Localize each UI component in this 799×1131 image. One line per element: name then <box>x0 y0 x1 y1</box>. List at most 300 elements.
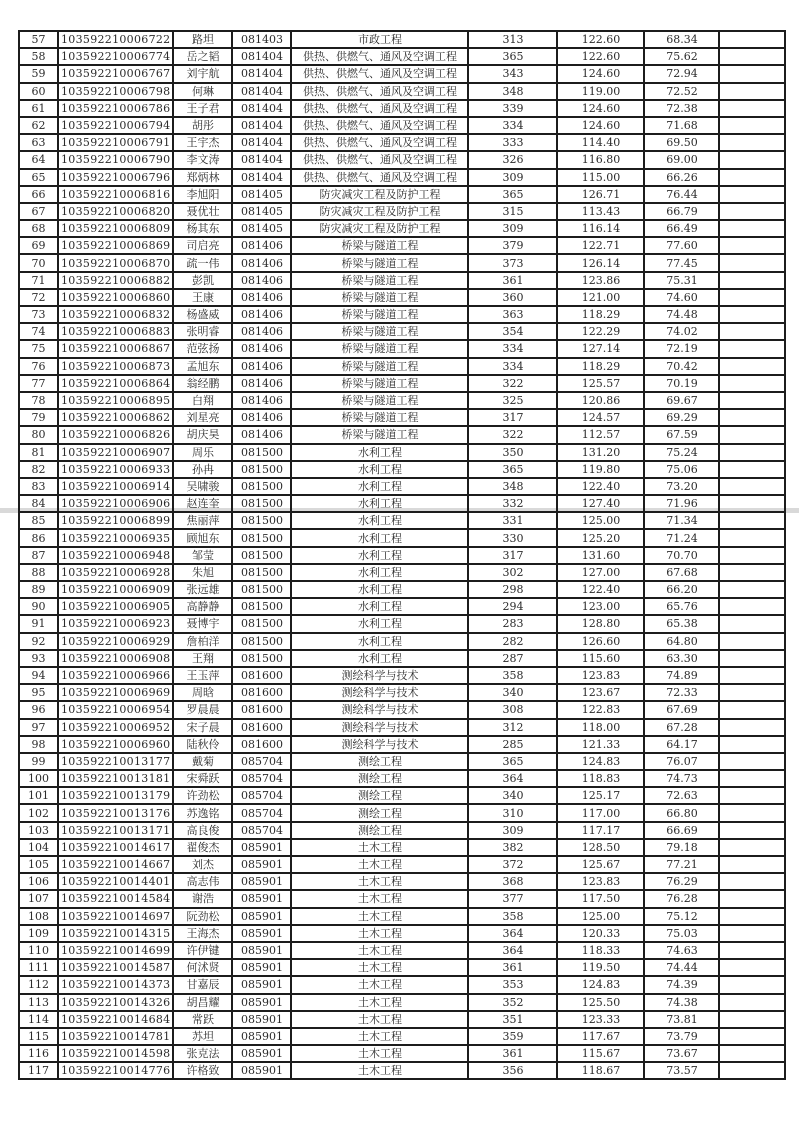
cell-score1: 325 <box>468 392 557 409</box>
cell-rank: 109 <box>19 925 58 942</box>
cell-blank <box>719 409 785 426</box>
cell-major: 水利工程 <box>291 598 468 615</box>
cell-code: 081403 <box>232 31 291 48</box>
cell-name: 刘星亮 <box>173 409 232 426</box>
cell-id: 103592210006882 <box>58 272 173 289</box>
cell-rank: 108 <box>19 908 58 925</box>
cell-name: 顾旭东 <box>173 529 232 546</box>
cell-major: 土木工程 <box>291 890 468 907</box>
cell-score3: 74.63 <box>644 942 719 959</box>
cell-rank: 92 <box>19 633 58 650</box>
cell-blank <box>719 186 785 203</box>
cell-name: 王宇杰 <box>173 134 232 151</box>
table-row <box>19 203 785 220</box>
cell-name: 路坦 <box>173 31 232 48</box>
cell-blank <box>719 753 785 770</box>
cell-rank: 89 <box>19 581 58 598</box>
cell-score1: 317 <box>468 409 557 426</box>
cell-score2: 122.40 <box>557 478 644 495</box>
table-row <box>19 323 785 340</box>
cell-score3: 77.60 <box>644 237 719 254</box>
cell-score2: 119.80 <box>557 461 644 478</box>
cell-score2: 118.33 <box>557 942 644 959</box>
cell-blank <box>719 323 785 340</box>
cell-id: 103592210014781 <box>58 1028 173 1045</box>
cell-score2: 119.50 <box>557 959 644 976</box>
cell-name: 胡昌耀 <box>173 994 232 1011</box>
cell-score3: 72.33 <box>644 684 719 701</box>
cell-name: 许格致 <box>173 1062 232 1079</box>
cell-score3: 66.26 <box>644 169 719 186</box>
cell-score2: 116.80 <box>557 151 644 168</box>
cell-score2: 121.00 <box>557 289 644 306</box>
cell-score1: 294 <box>468 598 557 615</box>
cell-id: 103592210006954 <box>58 701 173 718</box>
cell-blank <box>719 220 785 237</box>
cell-code: 081404 <box>232 117 291 134</box>
cell-major: 供热、供燃气、通风及空调工程 <box>291 100 468 117</box>
table-row <box>19 151 785 168</box>
table-row <box>19 358 785 375</box>
cell-rank: 65 <box>19 169 58 186</box>
cell-score3: 66.20 <box>644 581 719 598</box>
cell-score1: 365 <box>468 461 557 478</box>
cell-score1: 315 <box>468 203 557 220</box>
cell-code: 081406 <box>232 254 291 271</box>
cell-score3: 74.60 <box>644 289 719 306</box>
cell-name: 朱旭 <box>173 564 232 581</box>
cell-score1: 368 <box>468 873 557 890</box>
cell-major: 供热、供燃气、通风及空调工程 <box>291 117 468 134</box>
cell-score1: 377 <box>468 890 557 907</box>
cell-score2: 122.83 <box>557 701 644 718</box>
cell-code: 081600 <box>232 719 291 736</box>
cell-blank <box>719 478 785 495</box>
cell-id: 103592210013177 <box>58 753 173 770</box>
cell-rank: 117 <box>19 1062 58 1079</box>
cell-rank: 116 <box>19 1045 58 1062</box>
cell-code: 081404 <box>232 48 291 65</box>
cell-name: 高良俊 <box>173 822 232 839</box>
cell-score2: 119.00 <box>557 83 644 100</box>
cell-score3: 75.06 <box>644 461 719 478</box>
cell-major: 土木工程 <box>291 839 468 856</box>
cell-id: 103592210006952 <box>58 719 173 736</box>
table-row <box>19 856 785 873</box>
cell-blank <box>719 444 785 461</box>
cell-score3: 69.29 <box>644 409 719 426</box>
table-row <box>19 186 785 203</box>
cell-score1: 331 <box>468 512 557 529</box>
score-table <box>18 30 786 1080</box>
cell-major: 土木工程 <box>291 994 468 1011</box>
cell-major: 供热、供燃气、通风及空调工程 <box>291 48 468 65</box>
table-row <box>19 873 785 890</box>
cell-id: 103592210006935 <box>58 529 173 546</box>
cell-score3: 76.44 <box>644 186 719 203</box>
cell-rank: 90 <box>19 598 58 615</box>
cell-score1: 333 <box>468 134 557 151</box>
cell-score2: 126.60 <box>557 633 644 650</box>
cell-score2: 128.50 <box>557 839 644 856</box>
table-row <box>19 254 785 271</box>
cell-score3: 72.94 <box>644 65 719 82</box>
cell-score2: 113.43 <box>557 203 644 220</box>
cell-code: 081600 <box>232 667 291 684</box>
cell-score1: 334 <box>468 358 557 375</box>
cell-rank: 78 <box>19 392 58 409</box>
cell-code: 081406 <box>232 358 291 375</box>
table-row <box>19 650 785 667</box>
cell-rank: 97 <box>19 719 58 736</box>
cell-blank <box>719 272 785 289</box>
cell-rank: 77 <box>19 375 58 392</box>
cell-major: 水利工程 <box>291 461 468 478</box>
cell-score3: 75.03 <box>644 925 719 942</box>
cell-code: 085901 <box>232 925 291 942</box>
cell-id: 103592210006969 <box>58 684 173 701</box>
cell-rank: 80 <box>19 426 58 443</box>
cell-major: 桥梁与隧道工程 <box>291 289 468 306</box>
cell-score2: 124.60 <box>557 65 644 82</box>
cell-score2: 123.83 <box>557 873 644 890</box>
cell-name: 刘宇航 <box>173 65 232 82</box>
cell-code: 085704 <box>232 753 291 770</box>
table-row <box>19 684 785 701</box>
cell-score1: 348 <box>468 478 557 495</box>
cell-score3: 73.20 <box>644 478 719 495</box>
cell-blank <box>719 564 785 581</box>
cell-score1: 343 <box>468 65 557 82</box>
cell-id: 103592210014598 <box>58 1045 173 1062</box>
cell-score3: 64.80 <box>644 633 719 650</box>
cell-code: 085704 <box>232 822 291 839</box>
table-row <box>19 839 785 856</box>
cell-major: 防灾减灾工程及防护工程 <box>291 186 468 203</box>
cell-major: 测绘工程 <box>291 804 468 821</box>
cell-blank <box>719 461 785 478</box>
cell-rank: 101 <box>19 787 58 804</box>
cell-score3: 76.29 <box>644 873 719 890</box>
table-row <box>19 237 785 254</box>
cell-score1: 358 <box>468 908 557 925</box>
cell-id: 103592210006860 <box>58 289 173 306</box>
cell-id: 103592210014697 <box>58 908 173 925</box>
cell-name: 翟俊杰 <box>173 839 232 856</box>
cell-rank: 96 <box>19 701 58 718</box>
cell-rank: 85 <box>19 512 58 529</box>
table-row <box>19 48 785 65</box>
cell-name: 甘嘉辰 <box>173 976 232 993</box>
cell-id: 103592210013176 <box>58 804 173 821</box>
cell-code: 081500 <box>232 529 291 546</box>
cell-blank <box>719 169 785 186</box>
cell-code: 081405 <box>232 186 291 203</box>
cell-name: 聂优壮 <box>173 203 232 220</box>
cell-rank: 83 <box>19 478 58 495</box>
cell-score3: 70.19 <box>644 375 719 392</box>
cell-score3: 66.79 <box>644 203 719 220</box>
cell-id: 103592210006905 <box>58 598 173 615</box>
table-row <box>19 615 785 632</box>
cell-score2: 128.80 <box>557 615 644 632</box>
table-row <box>19 822 785 839</box>
cell-code: 081500 <box>232 598 291 615</box>
cell-name: 司启亮 <box>173 237 232 254</box>
cell-score3: 73.67 <box>644 1045 719 1062</box>
table-row <box>19 272 785 289</box>
cell-blank <box>719 976 785 993</box>
cell-rank: 88 <box>19 564 58 581</box>
cell-rank: 94 <box>19 667 58 684</box>
cell-blank <box>719 151 785 168</box>
cell-rank: 91 <box>19 615 58 632</box>
cell-score3: 69.00 <box>644 151 719 168</box>
cell-name: 翁经鹏 <box>173 375 232 392</box>
cell-id: 103592210013179 <box>58 787 173 804</box>
cell-blank <box>719 787 785 804</box>
table-row <box>19 65 785 82</box>
cell-major: 水利工程 <box>291 633 468 650</box>
cell-score1: 360 <box>468 289 557 306</box>
cell-score3: 70.42 <box>644 358 719 375</box>
cell-code: 081405 <box>232 203 291 220</box>
cell-score1: 351 <box>468 1011 557 1028</box>
cell-blank <box>719 100 785 117</box>
cell-id: 103592210014699 <box>58 942 173 959</box>
cell-score2: 123.86 <box>557 272 644 289</box>
cell-code: 081404 <box>232 169 291 186</box>
cell-name: 张明睿 <box>173 323 232 340</box>
cell-score3: 67.68 <box>644 564 719 581</box>
cell-score2: 127.40 <box>557 495 644 512</box>
cell-id: 103592210006794 <box>58 117 173 134</box>
cell-blank <box>719 873 785 890</box>
cell-blank <box>719 48 785 65</box>
cell-name: 杨其东 <box>173 220 232 237</box>
cell-score2: 120.86 <box>557 392 644 409</box>
cell-id: 103592210014315 <box>58 925 173 942</box>
cell-score3: 72.52 <box>644 83 719 100</box>
cell-major: 桥梁与隧道工程 <box>291 358 468 375</box>
table-row <box>19 804 785 821</box>
cell-rank: 110 <box>19 942 58 959</box>
cell-score3: 65.38 <box>644 615 719 632</box>
cell-name: 胡彤 <box>173 117 232 134</box>
cell-rank: 62 <box>19 117 58 134</box>
cell-blank <box>719 529 785 546</box>
cell-blank <box>719 358 785 375</box>
table-row <box>19 375 785 392</box>
cell-blank <box>719 426 785 443</box>
cell-score1: 309 <box>468 220 557 237</box>
cell-major: 桥梁与隧道工程 <box>291 375 468 392</box>
cell-name: 戴菊 <box>173 753 232 770</box>
cell-rank: 71 <box>19 272 58 289</box>
cell-id: 103592210014373 <box>58 976 173 993</box>
table-row <box>19 340 785 357</box>
cell-id: 103592210006798 <box>58 83 173 100</box>
table-row <box>19 392 785 409</box>
cell-score1: 302 <box>468 564 557 581</box>
cell-score3: 71.34 <box>644 512 719 529</box>
cell-score2: 122.40 <box>557 581 644 598</box>
cell-score1: 361 <box>468 1045 557 1062</box>
cell-id: 103592210014587 <box>58 959 173 976</box>
cell-rank: 72 <box>19 289 58 306</box>
cell-score1: 298 <box>468 581 557 598</box>
cell-rank: 75 <box>19 340 58 357</box>
cell-id: 103592210006820 <box>58 203 173 220</box>
cell-major: 桥梁与隧道工程 <box>291 237 468 254</box>
cell-score3: 67.69 <box>644 701 719 718</box>
cell-score2: 124.60 <box>557 117 644 134</box>
cell-name: 何琳 <box>173 83 232 100</box>
cell-blank <box>719 254 785 271</box>
cell-major: 测绘工程 <box>291 822 468 839</box>
cell-name: 范弦扬 <box>173 340 232 357</box>
cell-id: 103592210006767 <box>58 65 173 82</box>
cell-id: 103592210006832 <box>58 306 173 323</box>
cell-major: 水利工程 <box>291 529 468 546</box>
table-row <box>19 409 785 426</box>
cell-score2: 122.60 <box>557 31 644 48</box>
cell-score2: 115.67 <box>557 1045 644 1062</box>
cell-id: 103592210006809 <box>58 220 173 237</box>
cell-id: 103592210006948 <box>58 547 173 564</box>
cell-major: 水利工程 <box>291 581 468 598</box>
cell-rank: 68 <box>19 220 58 237</box>
cell-score2: 125.67 <box>557 856 644 873</box>
cell-score1: 283 <box>468 615 557 632</box>
cell-score3: 67.28 <box>644 719 719 736</box>
cell-rank: 64 <box>19 151 58 168</box>
table-row <box>19 942 785 959</box>
cell-id: 103592210006966 <box>58 667 173 684</box>
cell-rank: 115 <box>19 1028 58 1045</box>
score-table-body <box>19 31 785 1079</box>
cell-code: 081406 <box>232 323 291 340</box>
cell-code: 081406 <box>232 306 291 323</box>
cell-score2: 120.33 <box>557 925 644 942</box>
table-row <box>19 100 785 117</box>
cell-score2: 125.20 <box>557 529 644 546</box>
cell-name: 谢浩 <box>173 890 232 907</box>
cell-code: 081500 <box>232 650 291 667</box>
cell-id: 103592210006796 <box>58 169 173 186</box>
cell-name: 吴啸骏 <box>173 478 232 495</box>
cell-rank: 81 <box>19 444 58 461</box>
cell-rank: 107 <box>19 890 58 907</box>
cell-score2: 124.83 <box>557 976 644 993</box>
cell-score1: 332 <box>468 495 557 512</box>
cell-blank <box>719 31 785 48</box>
cell-major: 防灾减灾工程及防护工程 <box>291 203 468 220</box>
cell-score1: 353 <box>468 976 557 993</box>
table-row <box>19 1011 785 1028</box>
cell-code: 085901 <box>232 908 291 925</box>
cell-score3: 76.28 <box>644 890 719 907</box>
cell-name: 周晗 <box>173 684 232 701</box>
cell-score1: 350 <box>468 444 557 461</box>
cell-score1: 352 <box>468 994 557 1011</box>
cell-name: 焦丽萍 <box>173 512 232 529</box>
cell-rank: 100 <box>19 770 58 787</box>
cell-code: 081500 <box>232 444 291 461</box>
cell-score3: 69.67 <box>644 392 719 409</box>
table-row <box>19 1028 785 1045</box>
cell-name: 许劲松 <box>173 787 232 804</box>
cell-major: 测绘科学与技术 <box>291 736 468 753</box>
cell-code: 085901 <box>232 839 291 856</box>
cell-score1: 373 <box>468 254 557 271</box>
cell-code: 081406 <box>232 272 291 289</box>
cell-score1: 330 <box>468 529 557 546</box>
cell-score1: 363 <box>468 306 557 323</box>
cell-score1: 310 <box>468 804 557 821</box>
cell-major: 水利工程 <box>291 444 468 461</box>
cell-id: 103592210006906 <box>58 495 173 512</box>
cell-id: 103592210006923 <box>58 615 173 632</box>
cell-name: 岳之韬 <box>173 48 232 65</box>
cell-score2: 125.00 <box>557 512 644 529</box>
cell-score3: 66.69 <box>644 822 719 839</box>
cell-blank <box>719 684 785 701</box>
cell-rank: 105 <box>19 856 58 873</box>
cell-score3: 72.38 <box>644 100 719 117</box>
cell-score1: 361 <box>468 272 557 289</box>
cell-name: 周乐 <box>173 444 232 461</box>
cell-name: 刘杰 <box>173 856 232 873</box>
cell-score1: 282 <box>468 633 557 650</box>
cell-score3: 63.30 <box>644 650 719 667</box>
cell-score2: 125.00 <box>557 908 644 925</box>
cell-id: 103592210014617 <box>58 839 173 856</box>
cell-score2: 114.40 <box>557 134 644 151</box>
cell-score1: 340 <box>468 787 557 804</box>
table-row <box>19 1062 785 1079</box>
cell-rank: 103 <box>19 822 58 839</box>
cell-name: 聂博宇 <box>173 615 232 632</box>
cell-score1: 365 <box>468 48 557 65</box>
cell-rank: 79 <box>19 409 58 426</box>
cell-score2: 123.83 <box>557 667 644 684</box>
cell-id: 103592210013181 <box>58 770 173 787</box>
cell-score2: 123.67 <box>557 684 644 701</box>
cell-major: 测绘科学与技术 <box>291 667 468 684</box>
cell-major: 测绘科学与技术 <box>291 684 468 701</box>
cell-code: 085901 <box>232 1045 291 1062</box>
cell-code: 081500 <box>232 547 291 564</box>
cell-blank <box>719 804 785 821</box>
table-row <box>19 719 785 736</box>
cell-major: 测绘工程 <box>291 770 468 787</box>
cell-score1: 322 <box>468 375 557 392</box>
cell-code: 081406 <box>232 237 291 254</box>
cell-major: 水利工程 <box>291 564 468 581</box>
cell-rank: 99 <box>19 753 58 770</box>
table-row <box>19 667 785 684</box>
cell-score2: 121.33 <box>557 736 644 753</box>
cell-blank <box>719 839 785 856</box>
cell-score1: 379 <box>468 237 557 254</box>
table-row <box>19 83 785 100</box>
cell-score1: 285 <box>468 736 557 753</box>
cell-major: 桥梁与隧道工程 <box>291 323 468 340</box>
cell-id: 103592210006914 <box>58 478 173 495</box>
cell-score2: 122.60 <box>557 48 644 65</box>
cell-score1: 317 <box>468 547 557 564</box>
